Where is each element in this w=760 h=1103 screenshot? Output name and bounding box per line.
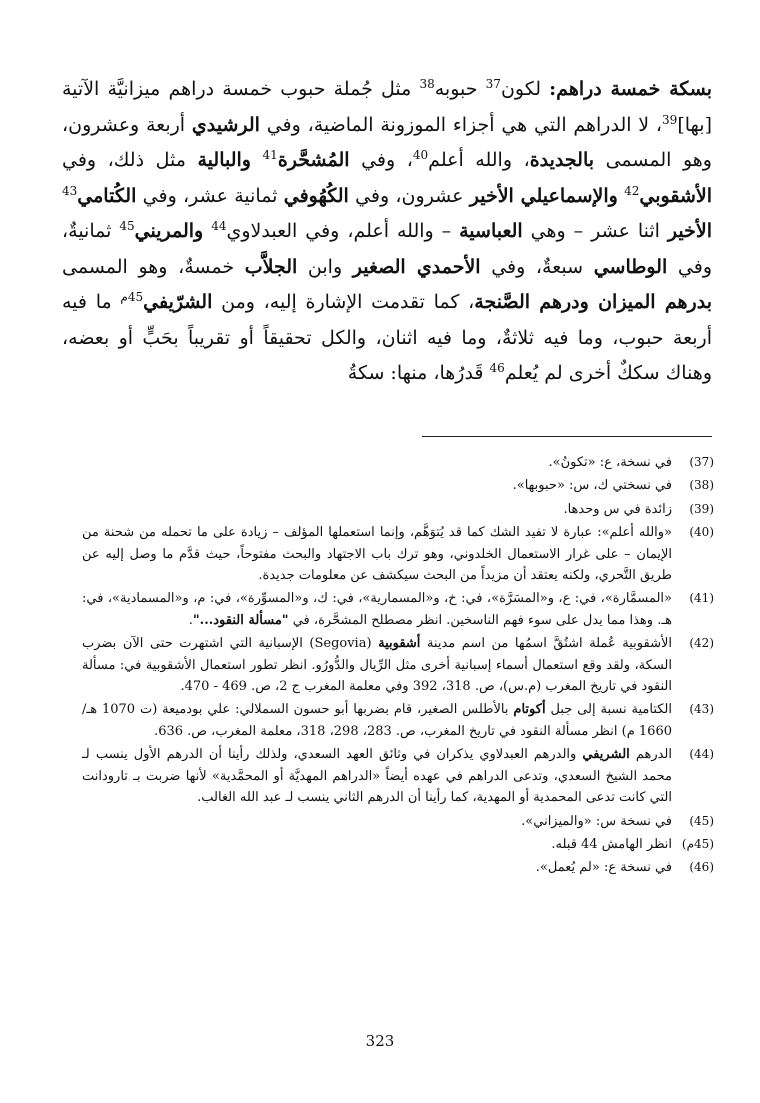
footnote-ref[interactable]: 46 <box>489 361 505 375</box>
text-run: خمسةٌ، وهو المسمى <box>62 255 245 278</box>
footnote-bold: أكوتام <box>513 702 546 718</box>
text-run <box>203 220 211 242</box>
footnote <box>82 699 714 742</box>
footnote-ref[interactable]: 40 <box>412 148 429 162</box>
term-bold: الوطاسي <box>593 255 668 278</box>
footnote-text-wrap <box>82 744 672 808</box>
footnote-ref[interactable]: 37 <box>485 77 501 91</box>
footnote-bold: أشقوبية <box>378 636 421 652</box>
term-bold: العباسية <box>459 220 523 242</box>
text-run <box>251 149 263 171</box>
text-run: مثل ذلك، وفي <box>62 149 198 171</box>
footnote-text: انظر الهامش 44 قبله. <box>551 836 672 852</box>
footnote-number: (45) <box>689 813 714 828</box>
term-bold: الرشيدي <box>191 113 260 136</box>
term-bold: بالجديدة <box>529 149 595 171</box>
footnote <box>82 633 714 697</box>
footnote <box>82 522 714 586</box>
footnote-number: (43) <box>689 702 714 717</box>
term-bold: والإسماعيلي الأخير <box>469 184 618 207</box>
term-bold: الأخير <box>667 220 712 242</box>
footnote-number: (38) <box>689 478 714 493</box>
footnote-ref[interactable]: 39 <box>662 112 678 127</box>
footnote-ref[interactable]: 45 <box>119 219 135 233</box>
term-bold: الكُتامي <box>77 184 137 207</box>
term-bold: بسكة خمسة دراهم: <box>549 78 713 100</box>
footnote-tail: (Segovia) الإسبانية التي اشتهرت حتى الآن بضرب السكة، ولقد وقع استعمال أسماء إسبانية أخرى مثل الرِّيال والدُّورُو. انظر تطور استعمال الأشقوبية في: مسألة النقود في تاريخ المغرب (م.س)، ص. 318، 392 وفي معلمة المغرب ج 2، ص. 469 - 470. <box>82 636 672 695</box>
footnote-bold: الشريفي <box>582 747 630 763</box>
text-run: عشرون، وفي <box>348 184 470 207</box>
text-run: سبعةٌ، وفي <box>480 255 594 278</box>
footnote <box>82 834 714 855</box>
term-bold: الشرّيفي <box>143 291 213 313</box>
footnote-bold: "مسألة النقود..." <box>192 612 289 628</box>
text-run: ، وفي <box>349 149 413 171</box>
text-run: لكون <box>500 78 550 100</box>
term-bold: بدرهم الميزان ودرهم الصَّنجة <box>474 291 712 313</box>
text-run: ، والله أعلم <box>428 149 530 171</box>
footnote-ref[interactable]: 38 <box>419 77 435 91</box>
footnote-number: (37) <box>689 455 714 469</box>
footnote-tail: بالأطلس الصغير، قام بضربها أبو حسون السملالي: علي بودميعة (ت 1070 هـ/ 1660 م) انظر مسألة النقود في تاريخ المغرب، ص. 283، 298، 318، معلمة المغرب، ص. 636. <box>82 702 672 739</box>
footnote-text: الأشقوبية عُملة اشتُقَّ اسمُها من اسم مدينة <box>420 636 673 652</box>
term-bold: والبالية <box>197 149 251 171</box>
footnote-text-wrap <box>82 699 672 742</box>
footnote <box>82 588 714 631</box>
footnote-text: «المسمَّارة»، في: ع، و«المسَرَّة»، في: خ، و«المسمارية»، في: ك، و«المسوِّرة»، في: م، و«المسمادية»، في: هـ. وهذا مما يدل على سوء فهم الناسخين. انظر مصطلح المشحَّرة، في <box>82 591 672 628</box>
text-run: مثل جُملة حبوب خمسة دراهم ميزانيَّة الآتية [بها] <box>62 78 712 136</box>
footnote <box>82 499 714 520</box>
term-bold: المُشحَّرة <box>277 149 350 171</box>
footnote-ref[interactable]: 45م <box>120 290 144 304</box>
footnote <box>82 811 714 832</box>
term-bold: الأشقوبي <box>639 184 712 207</box>
page-number: 323 <box>365 1032 395 1050</box>
footnote <box>82 857 714 878</box>
text-run: اثنا عشر – وهي <box>522 220 668 242</box>
footnote-ref[interactable]: 41 <box>262 148 278 162</box>
text-run: ثمانية عشر، وفي <box>136 184 284 207</box>
text-run: أربعة وعشرون، وهو المسمى <box>62 113 712 171</box>
text-run: – والله أعلم، وفي العبدلاوي <box>226 220 460 242</box>
term-bold: الأحمدي الصغير <box>352 255 481 278</box>
footnote-text: الدرهم <box>629 747 672 763</box>
footnote-number: (40) <box>689 525 714 540</box>
footnote-number: (41) <box>689 591 714 606</box>
footnote-number: (44) <box>689 747 714 762</box>
main-paragraph <box>62 72 712 392</box>
main-text <box>62 72 712 392</box>
text-run: ما فيه أربعة حبوب، وما فيه ثلاثةٌ، وما فيه اثنان، والكل تحقيقاً أو تقريباً بحَبٍّ أو بعضه، وهناك سككٌ أخرى لم يُعلم <box>62 291 712 384</box>
footnote-text-wrap <box>82 633 672 697</box>
footnote-text: في نسخة س: «والميزاني». <box>521 813 672 829</box>
footnote-text: في نسختي ك، س: «حبوبها». <box>512 478 672 494</box>
footnote-number: (46) <box>689 860 714 875</box>
text-run: حبوبه <box>434 78 486 100</box>
footnote-text: «والله أعلم»: عبارة لا تفيد الشك كما قد يُتوَهَّم، وإنما استعملها المؤلف – زيادة على ما تحمله من شحنة من الإيمان – على غرار الاستعمال الخلدوني، وهو ترك باب الاجتهاد والبحث مفتوحاً، حيث قدَّم ما وصل إليه عن طريق التَّحري، ولكنه يعتقد أن مزيداً من البحث سيكشف عن معلومات جديدة. <box>82 525 672 584</box>
footnote <box>82 744 714 808</box>
footnote-text: الكتامية نسبة إلى جبل <box>545 702 672 718</box>
text-run: قَدرُها، منها: سكةُ <box>347 362 490 384</box>
footnote-number: (39) <box>689 501 714 516</box>
footnote-text: في نسخة، ع: «تكونُ». <box>548 455 672 470</box>
term-bold: الجلاَّب <box>244 255 298 278</box>
footnote <box>82 452 714 473</box>
footnotes <box>82 452 714 881</box>
text-run: ، كما تقدمت الإشارة إليه، ومن <box>212 291 475 313</box>
footnote-text: في نسخة ع: «لم يُعمل». <box>535 860 672 876</box>
text-run: ، لا الدراهم التي هي أجزاء الموزونة الماضية، وفي <box>259 113 663 136</box>
footnote-number: (42) <box>689 636 714 651</box>
footnote-tail: . <box>188 612 193 628</box>
footnote-ref[interactable]: 44 <box>211 219 227 233</box>
footnote-text-wrap <box>82 588 672 631</box>
footnote-divider <box>422 436 712 437</box>
footnote-ref[interactable]: 42 <box>624 183 640 198</box>
footnote-tail: والدرهم العبدلاوي يذكران في وثائق العهد السعدي، ولذلك رأينا أن الدرهم الأول ينسب لـ محمد الشيخ السعدي، وتدعى الدراهم في عهده أيضاً «الدراهم المهديَّة أو المحمَّدية» لأنها ضربت بـ تارودانت التي كانت تدعى المحمدية أو المهدية، كما رأينا أن الدرهم الثاني ينسب لـ عبد الله الغالب. <box>82 747 673 806</box>
footnote <box>82 475 714 496</box>
text-run: وابن <box>297 255 353 278</box>
term-bold: والمريني <box>134 220 204 242</box>
footnote-number: (45م) <box>681 836 714 851</box>
text-run: ثمانيةٌ، وفي <box>62 220 712 278</box>
footnote-ref[interactable]: 43 <box>62 183 78 198</box>
footnote-text: زائدة في س وحدها. <box>563 501 672 517</box>
term-bold: الكُهُوفي <box>283 184 349 207</box>
